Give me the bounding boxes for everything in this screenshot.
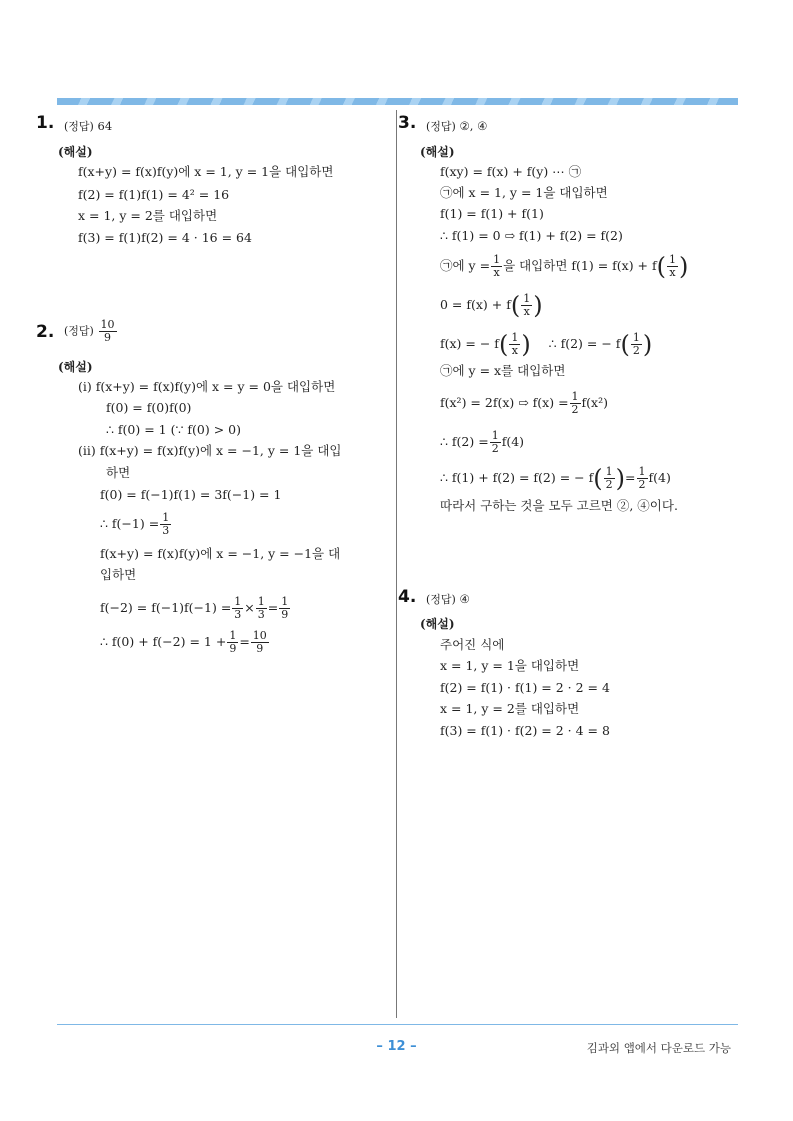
q1-explain-label: (해설) [58,145,93,159]
q3-explain-label: (해설) [420,145,455,159]
q3-line: ㉠에 y = x를 대입하면 [440,363,566,378]
q3-line: ㉠에 x = 1, y = 1을 대입하면 [440,185,608,200]
q1-line: f(x+y) = f(x)f(y)에 x = 1, y = 1을 대입하면 [78,164,334,179]
q4-line: f(2) = f(1) · f(1) = 2 · 2 = 4 [440,680,610,695]
q2-line-f-minus2: f(−2) = f(−1)f(−1) = $\frac{1}{3}$ × $\frac{1}{3}$ = $\frac{1}{9}$ [100,595,289,621]
q2-line: f(0) = f(0)f(0) [106,400,192,415]
page-number: – 12 – [376,1039,417,1054]
q1-number: 1. [36,113,55,133]
column-divider [396,110,397,1018]
q2-line: (ⅱ) f(x+y) = f(x)f(y)에 x = −1, y = 1을 대입 [78,443,342,458]
q3-line-substitute: ㉠에 y = $\frac{1}{x}$ 을 대입하면 f(1) = f(x) + f( $\frac{1}{x}$ ) [440,252,689,281]
q4-answer [426,591,470,607]
q1-line: f(3) = f(1)f(2) = 4 · 16 = 64 [78,230,252,245]
q2-explain-label: (해설) [58,360,93,374]
q2-answer [64,319,118,344]
q4-line: x = 1, y = 1을 대입하면 [440,658,580,673]
q2-line: f(0) = f(−1)f(1) = 3f(−1) = 1 [100,487,282,502]
q3-conclusion: 따라서 구하는 것을 모두 고르면 ②, ④이다. [440,498,678,513]
q2-line-f-minus1: ∴ f(−1) = $\frac{1}{3}$ [100,511,170,537]
q2-line: 입하면 [100,567,137,582]
q1-answer-value: 64 [97,119,113,133]
answer-label: (정답) [64,324,94,338]
q2-line-final: ∴ f(0) + f(−2) = 1 + $\frac{1}{9}$ = $\frac{10}{9}$ [100,629,267,655]
q3-line: f(1) = f(1) + f(1) [440,206,544,221]
q3-answer [426,118,487,134]
q3-line: ∴ f(1) = 0 ⇨ f(1) + f(2) = f(2) [440,228,623,243]
q4-line: 주어진 식에 [440,637,505,652]
q3-line-zero: 0 = f(x) + f( $\frac{1}{x}$ ) [440,291,543,320]
answer-label: (정답) [426,593,456,606]
q3-line-fx: f(x) = − f( $\frac{1}{x}$ ) ∴ f(2) = − f( $\frac{1}{2}$ ) [440,330,653,359]
q3-line-square: f(x²) = 2f(x) ⇨ f(x) = $\frac{1}{2}$ f(x²) [440,390,608,416]
q2-line: 하면 [106,465,131,480]
q2-number: 2. [36,322,55,342]
q4-line: x = 1, y = 2를 대입하면 [440,701,580,716]
q3-number: 3. [398,113,417,133]
q4-explain-label: (해설) [420,617,455,631]
q1-line: f(2) = f(1)f(1) = 4² = 16 [78,187,230,202]
q1-answer [64,118,112,134]
header-decorative-bar [57,98,738,105]
footer-source: 김과외 앱에서 다운로드 가능 [586,1041,731,1055]
answer-label: (정답) [426,120,456,133]
q2-answer-fraction: $\frac{10}{9}$ [100,318,115,344]
q4-number: 4. [398,587,417,607]
q3-answer-value: ②, ④ [459,119,488,133]
q3-line: f(xy) = f(x) + f(y) ⋯ ㉠ [440,164,582,179]
q1-line: x = 1, y = 2를 대입하면 [78,208,218,223]
q2-line: ∴ f(0) = 1 (∵ f(0) > 0) [106,422,241,437]
answer-label: (정답) [64,120,94,133]
q3-line-sum: ∴ f(1) + f(2) = f(2) = − f( $\frac{1}{2}$ )= $\frac{1}{2}$ f(4) [440,464,671,493]
q4-answer-value: ④ [459,592,470,606]
q2-line: f(x+y) = f(x)f(y)에 x = −1, y = −1을 대 [100,546,341,561]
footer-line [57,1024,738,1025]
q3-line-f2: ∴ f(2) = $\frac{1}{2}$ f(4) [440,429,525,455]
q2-line: (ⅰ) f(x+y) = f(x)f(y)에 x = y = 0을 대입하면 [78,379,336,394]
q4-line: f(3) = f(1) · f(2) = 2 · 4 = 8 [440,723,610,738]
